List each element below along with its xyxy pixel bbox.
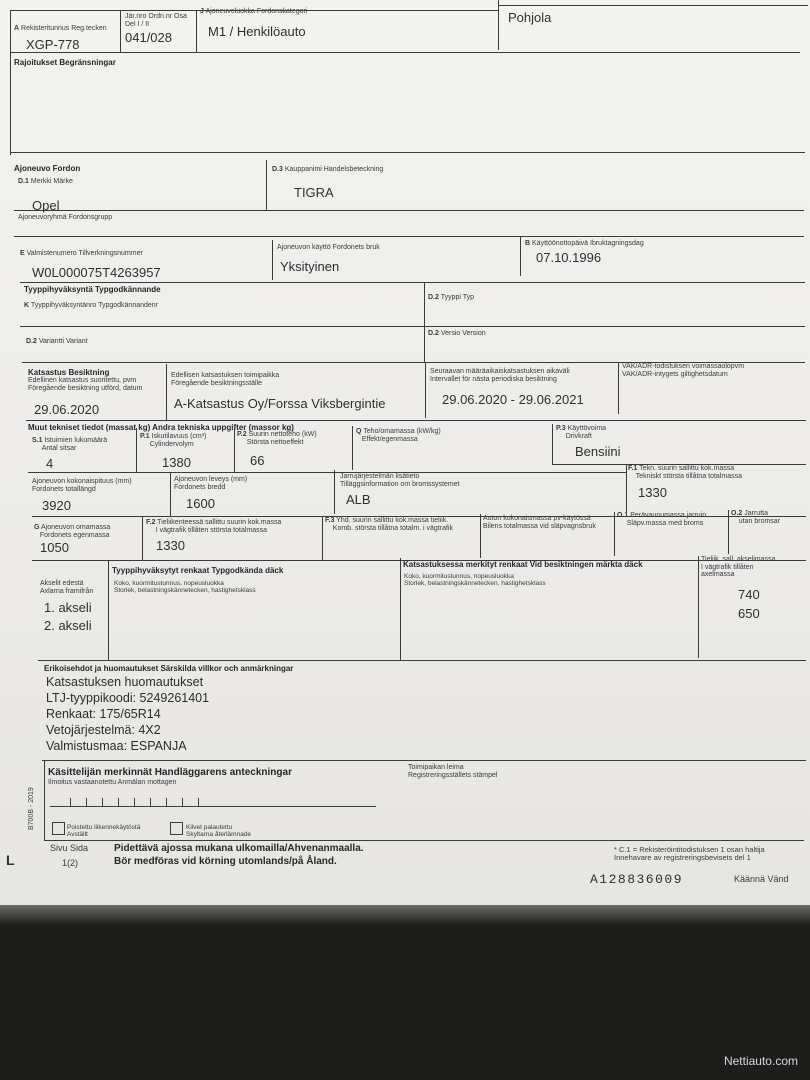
displacement-label: P.1 Iskutilavuus (cm³) Cylindervolym [140, 433, 207, 448]
serial-value: 041/028 [125, 30, 172, 45]
inspection-place-value: A-Katsastus Oy/Forssa Viksbergintie [174, 396, 386, 411]
version-label: D.2 Versio Version [428, 330, 486, 337]
first-reg-value: 07.10.1996 [536, 250, 602, 265]
fuel-value: Bensiini [575, 444, 621, 459]
type-label: D.2 Tyyppi Typ [428, 294, 475, 301]
curb-mass-value: 1050 [40, 540, 69, 555]
next-inspection-value: 29.06.2020 - 29.06.2021 [442, 392, 584, 407]
axle-mass-label: Tieliik. sall. akselimassa I vägtrafik tillåten axelmassa [701, 556, 776, 578]
make-value: Opel [32, 198, 60, 213]
brake-info-value: ALB [346, 492, 371, 507]
displacement-value: 1380 [162, 455, 191, 470]
f3-label: F.3 Yhd. suurin sallittu kok.massa tieliik. Komb. största tillåtna totalm. i vägtrafik [325, 517, 453, 532]
next-inspection-label: Seuraavan määräaikaiskatsastuksen aikaväli Intervallet för nästa periodiska besiktning [430, 368, 570, 383]
remark-line: Renkaat: 175/65R14 [46, 707, 161, 721]
type-approval-number-label: K Tyyppihyväksyntänro Typgodkännandenr [24, 302, 159, 309]
last-inspection-label: Edellinen katsastus suoritettu, pvm Föregående besiktning utförd, datum [28, 377, 143, 392]
document-number: A128836009 [590, 872, 684, 887]
vak-adr-label: VAK/ADR-todistuksen voimassaolopvm VAK/ADR-intygets giltighetsdatum [622, 363, 745, 378]
length-value: 3920 [42, 498, 71, 513]
remark-line: LTJ-tyyppikoodi: 5249261401 [46, 691, 210, 705]
approved-tyres-sub: Koko, kuormitustunnus, nopeusluokka Storlek, belastningskännetecken, hastighetsklass [114, 580, 256, 594]
axle-2-label: 2. akseli [44, 618, 92, 633]
notified-label: Ilmoitus vastaanotettu Anmälan mottagen [48, 779, 177, 786]
page-edge-shadow [0, 895, 810, 925]
approved-tyres-title: Tyyppihyväksytyt renkaat Typgodkända däck [112, 566, 284, 575]
seats-label: S.1 Istuimien lukumäärä Antal sitsar [32, 437, 108, 452]
watermark: Nettiauto.com [723, 1054, 798, 1068]
power-ratio-label: Q Teho/omamassa (kW/kg) Effekt/egenmassa [356, 428, 441, 443]
fuel-label: P.3 Käyttövoima Drivkraft [556, 425, 607, 440]
vehicle-group-label: Ajoneuvoryhmä Fordonsgrupp [18, 214, 113, 221]
o1-label: O.1 Perävaunumassa jarruin Släpv.massa med broms [617, 512, 707, 527]
inspected-tyres-sub: Koko, kuormitustunnus, nopeusluokka Storlek, belastningskännetecken, hastighetsklass [404, 573, 546, 587]
inspection-place-label: Edellisen katsastuksen toimipaikka Föregående besiktningsställe [171, 372, 280, 387]
power-label: P.2 Suurin nettoteho (kW) Största nettoeffekt [237, 431, 317, 446]
width-value: 1600 [186, 496, 215, 511]
remarks-title: Erikoisehdot ja huomautukset Särskilda villkor och anmärkningar [44, 664, 294, 673]
o2-label: O.2 Jarrutta utan bromsar [731, 510, 781, 525]
vehicle-section-title: Ajoneuvo Fordon [14, 164, 81, 173]
technical-title: Muut tekniset tiedot (massat kg) Andra tekniska uppgifter (massor kg) [28, 423, 294, 432]
f2-label: F.2 Tieliikenteessä sallittu suurin kok.massa I vägtrafik tillåten största totalmassa [146, 519, 282, 534]
remarks-lines [46, 674, 209, 754]
vehicle-use-label: Ajoneuvon käyttö Fordonets bruk [277, 244, 380, 251]
warning-fi: Pidettävä ajossa mukana ulkomailla/Ahvenanmaalla. [114, 843, 364, 854]
handler-title: Käsittelijän merkinnät Handläggarens anteckningar [48, 767, 292, 778]
axle-2-mass-value: 650 [738, 606, 760, 621]
axles-label: Akselit edestä Axlarna framifrån [40, 580, 94, 595]
restrictions-label: Rajoitukset Begränsningar [14, 58, 116, 67]
vin-label: E Valmistenumero Tillverkningsnummer [20, 250, 143, 257]
turn-page-label: Käännä Vänd [734, 874, 789, 884]
f2-value: 1330 [156, 538, 185, 553]
vin-value: W0L000075T4263957 [32, 265, 161, 280]
remark-line: Katsastuksen huomautukset [46, 675, 204, 689]
inspection-title: Katsastus Besiktning [28, 368, 110, 377]
vehicle-class-value: M1 / Henkilöauto [208, 24, 306, 39]
trade-name-value: TIGRA [294, 185, 334, 200]
last-inspection-value: 29.06.2020 [34, 402, 100, 417]
curb-mass-label: G Ajoneuvon omamassa Fordonets egenmassa [34, 524, 111, 539]
plates-returned-label: Kilvet palautettu Skyltarna återlämnade [186, 824, 252, 838]
reg-number-label: A Rekisteritunnus Reg.tecken [14, 25, 107, 32]
page-value: 1(2) [62, 858, 79, 868]
page-label: Sivu Sida [50, 843, 89, 853]
warning-sv: Bör medföras vid körning utomlands/på Åland. [114, 856, 337, 867]
axle-1-mass-value: 740 [738, 587, 760, 602]
serial-label: Jär.nro Ordn.nr Osa Del I / II [125, 13, 187, 28]
f1-label: F.1 Tekn. suurin sallittu kok.massa Tekniskt största tillåtna totalmassa [628, 465, 742, 480]
make-label: D.1 Merkki Märke [18, 178, 73, 185]
f1-value: 1330 [638, 485, 667, 500]
holder-note: * C.1 = Rekisteröintitodistuksen 1 osan haltija Innehavare av registreringsbevisets del 1 [614, 845, 765, 862]
insurer-stamp: Pohjola [508, 10, 552, 25]
brake-info-label: Jarrujärjestelmän lisätieto Tilläggsinformation om bromssystemet [340, 473, 460, 488]
trailer-mass-label: Auton kokonaismassa pv-käytössä Bilens totalmassa vid släpvagnsbruk [483, 515, 596, 530]
removed-label: Poistettu liikennekäytöstä Avställt [67, 824, 141, 838]
seats-value: 4 [46, 456, 54, 471]
width-label: Ajoneuvon leveys (mm) Fordonets bredd [174, 476, 248, 491]
length-label: Ajoneuvon kokonaispituus (mm) Fordonets totallängd [32, 478, 132, 493]
type-approval-title: Tyyppihyväksyntä Typgodkännande [24, 285, 161, 294]
corner-mark: L [6, 852, 15, 868]
trade-name-label: D.3 Kauppanimi Handelsbeteckning [272, 166, 384, 173]
vehicle-class-label: J Ajoneuvoluokka Fordonskategori [200, 8, 308, 15]
power-value: 66 [250, 453, 265, 468]
vehicle-use-value: Yksityinen [280, 259, 340, 274]
plates-returned-checkbox[interactable] [170, 822, 183, 835]
remark-line: Vetojärjestelmä: 4X2 [46, 723, 161, 737]
office-stamp-label: Toimipaikan leima Registreringsställets stämpel [408, 764, 498, 779]
inspected-tyres-title: Katsastuksessa merkityt renkaat Vid besiktningen märkta däck [403, 560, 643, 569]
form-code: B700B - 2019 [28, 787, 35, 830]
removed-checkbox[interactable] [52, 822, 65, 835]
reg-number-value: XGP-778 [26, 37, 80, 52]
axle-1-label: 1. akseli [44, 600, 92, 615]
remark-line: Valmistusmaa: ESPANJA [46, 739, 187, 753]
first-reg-label: B Käyttöönottopäivä Ibruktagningsdag [525, 240, 644, 247]
variant-label: D.2 Variantti Variant [26, 338, 88, 345]
